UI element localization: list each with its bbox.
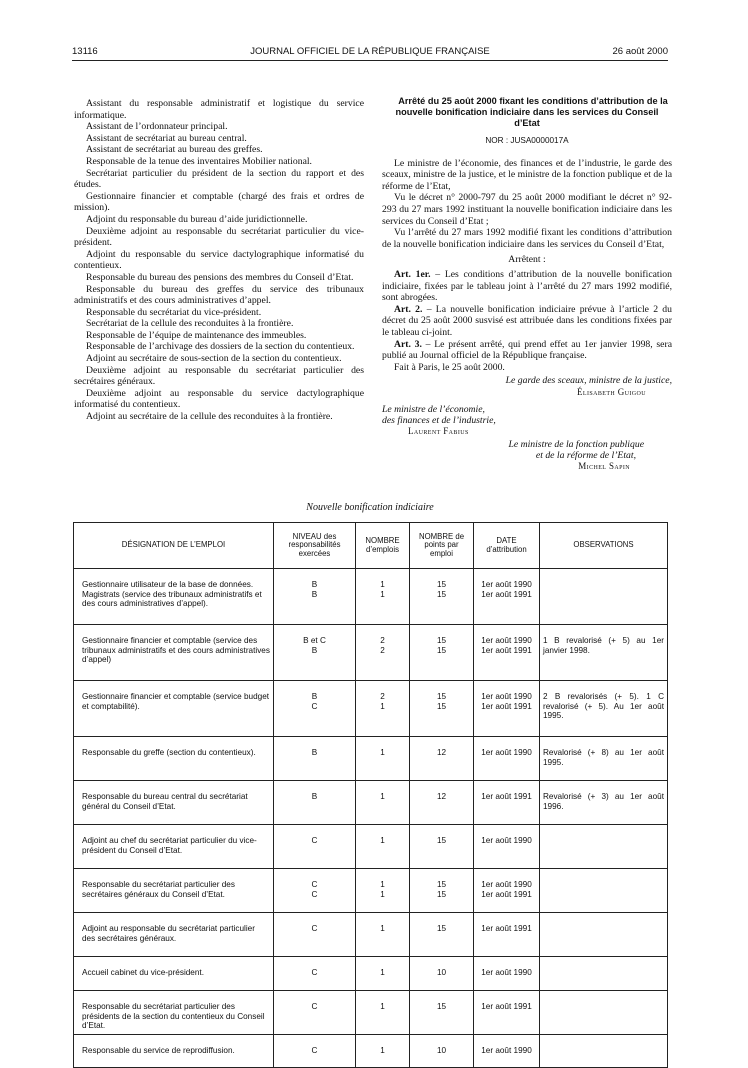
niveau-value: B xyxy=(311,692,318,701)
emploi-list-item: Secrétariat particulier du président de la section du rapport et des études. xyxy=(74,167,364,191)
issue-date: 26 août 2000 xyxy=(612,46,668,57)
nombre-points-cell xyxy=(410,957,474,991)
nombre-points-cell xyxy=(410,991,474,1035)
nombre-emplois-cell xyxy=(356,991,410,1035)
date-cell xyxy=(474,781,540,825)
date-cell xyxy=(474,1035,540,1068)
nombre-emplois-value: 1 xyxy=(380,580,385,589)
nombre-points-value: 15 xyxy=(436,589,447,599)
article-label: Art. 3. xyxy=(394,338,422,350)
observations-cell xyxy=(540,957,668,991)
observations-cell: Revalorisé (+ 3) au 1er août 1996. xyxy=(540,781,668,825)
journal-title: JOURNAL OFFICIEL DE LA RÉPUBLIQUE FRANÇAISE xyxy=(250,46,490,57)
niveau-cell xyxy=(274,913,356,957)
header-nombre-points: NOMBRE de points par emploi xyxy=(410,523,474,569)
date-cell xyxy=(474,913,540,957)
emploi-list-item: Responsable de la tenue des inventaires Mobilier national. xyxy=(86,155,312,167)
observations-cell xyxy=(540,913,668,957)
designation-text: Responsable du bureau central du secrétariat général du Conseil d’Etat. xyxy=(82,792,248,811)
nombre-points-value: 10 xyxy=(436,1046,447,1055)
table-row xyxy=(74,625,668,681)
signature-economie xyxy=(382,404,672,437)
niveau-value: B xyxy=(311,748,318,757)
date-value: 1er août 1990 xyxy=(481,880,532,889)
table-row xyxy=(74,1035,668,1068)
niveau-cell xyxy=(274,569,356,625)
date-value: 1er août 1990 xyxy=(481,1046,532,1055)
fait-a-paris: Fait à Paris, le 25 août 2000. xyxy=(394,361,505,373)
designation-text: Responsable du secrétariat particulier des présidents de la section du contentieux du Conseil d’Etat. xyxy=(82,1002,265,1031)
page-number: 13116 xyxy=(72,46,98,57)
designation-cell xyxy=(74,869,274,913)
nombre-emplois-value: 1 xyxy=(380,836,385,845)
nombre-emplois-cell xyxy=(356,781,410,825)
emploi-list-item: Responsable du secrétariat du vice-président. xyxy=(86,306,262,318)
article-2 xyxy=(382,304,672,339)
arretent-heading: Arrêtent : xyxy=(508,254,546,266)
arrete-title: Arrêté du 25 août 2000 fixant les conditions d’attribution de la nouvelle bonification indiciaire dans les services du Conseil d’Etat xyxy=(395,96,668,128)
designation-cell xyxy=(74,825,274,869)
niveau-value: B xyxy=(311,645,318,655)
nombre-points-cell xyxy=(410,1035,474,1068)
designation-cell xyxy=(74,991,274,1035)
article-text: – La nouvelle bonification indiciaire prévue à l’article 2 du décret du 25 août 2000 susvisé est attribuée dans les conditions fixées par le tableau ci-joint. xyxy=(382,303,672,338)
table-row xyxy=(74,569,668,625)
article-text: – Les conditions d’attribution de la nouvelle bonification indiciaire, fixées par le tableau joint à l’arrêté du 27 mars 1992 modifié, sont abrogées. xyxy=(382,268,672,304)
observations-cell xyxy=(540,869,668,913)
niveau-cell xyxy=(274,869,356,913)
table-row xyxy=(74,991,668,1035)
designation-cell xyxy=(74,625,274,681)
nombre-emplois-value: 1 xyxy=(380,1002,385,1011)
designation-text: Accueil cabinet du vice-président. xyxy=(82,968,204,977)
nombre-emplois-value: 1 xyxy=(380,889,385,899)
emploi-list-item: Responsable de l’archivage des dossiers de la section du contentieux. xyxy=(86,341,355,353)
nombre-points-cell xyxy=(410,737,474,781)
niveau-value: C xyxy=(311,924,318,933)
nombre-points-value: 15 xyxy=(436,692,447,701)
article-label: Art. 1er. xyxy=(394,268,431,280)
arrete-column xyxy=(382,96,672,472)
table-caption: Nouvelle bonification indiciaire xyxy=(306,502,434,513)
nombre-emplois-value: 1 xyxy=(380,924,385,933)
observations-cell xyxy=(540,569,668,625)
nombre-points-cell xyxy=(410,625,474,681)
signature-title-1: Le ministre de l’économie, xyxy=(382,404,485,416)
date-value: 1er août 1990 xyxy=(481,748,532,757)
observations-cell xyxy=(540,991,668,1035)
date-cell xyxy=(474,869,540,913)
preamble-3: Vu l’arrêté du 27 mars 1992 modifié fixant les conditions d’attribution de la nouvelle bonification indiciaire dans les services du Conseil d’Etat, xyxy=(382,227,672,250)
emploi-list-item: Responsable du bureau des pensions des membres du Conseil d’Etat. xyxy=(86,271,354,283)
nombre-points-value: 15 xyxy=(436,1002,447,1011)
table-row xyxy=(74,913,668,957)
header-designation: DÉSIGNATION DE L’EMPLOI xyxy=(74,523,274,569)
nombre-emplois-cell xyxy=(356,869,410,913)
nombre-emplois-cell xyxy=(356,913,410,957)
signature-name: Michel Sapin xyxy=(578,461,630,472)
signature-justice xyxy=(382,375,672,398)
table-row xyxy=(74,681,668,737)
nombre-points-value: 12 xyxy=(436,748,447,757)
date-value: 1er août 1991 xyxy=(481,792,532,801)
nombre-points-cell xyxy=(410,681,474,737)
table-row xyxy=(74,957,668,991)
nombre-points-cell xyxy=(410,825,474,869)
designation-text: Gestionnaire financier et comptable (service des tribunaux administratifs et des cours administratives d’appel) xyxy=(82,636,270,665)
niveau-cell xyxy=(274,681,356,737)
table-row xyxy=(74,825,668,869)
article-3 xyxy=(382,339,672,362)
date-cell xyxy=(474,681,540,737)
date-cell xyxy=(474,569,540,625)
emploi-list-item: Responsable de l’équipe de maintenance des immeubles. xyxy=(86,329,307,341)
header-nombre-emplois: NOMBRE d’emplois xyxy=(356,523,410,569)
date-value: 1er août 1990 xyxy=(481,636,532,645)
nombre-emplois-cell xyxy=(356,737,410,781)
date-value: 1er août 1990 xyxy=(481,692,532,701)
nombre-emplois-value: 1 xyxy=(380,748,385,757)
niveau-cell xyxy=(274,781,356,825)
designation-cell xyxy=(74,681,274,737)
emploi-list-item: Gestionnaire financier et comptable (chargé des frais et ordres de mission). xyxy=(74,190,364,214)
nor-reference: NOR : JUSA0000017A xyxy=(485,136,569,145)
nombre-emplois-value: 2 xyxy=(380,636,385,645)
designation-text: Gestionnaire utilisateur de la base de données. xyxy=(82,580,254,589)
observations-cell: Revalorisé (+ 8) au 1er août 1995. xyxy=(540,737,668,781)
emploi-list-item: Deuxième adjoint au responsable du service dactylographique informatisé du contentieux. xyxy=(74,387,364,411)
header-date: DATE d’attribution xyxy=(474,523,540,569)
nombre-emplois-value: 1 xyxy=(380,880,385,889)
date-cell xyxy=(474,737,540,781)
designation-text: Magistrats (service des tribunaux administratifs et des cours administratives d’appel). xyxy=(82,589,262,609)
niveau-value: C xyxy=(311,880,318,889)
date-cell xyxy=(474,825,540,869)
date-value: 1er août 1991 xyxy=(481,701,532,711)
designation-cell xyxy=(74,957,274,991)
table-row xyxy=(74,781,668,825)
niveau-value: B xyxy=(311,580,318,589)
niveau-cell xyxy=(274,737,356,781)
nombre-points-value: 15 xyxy=(436,924,447,933)
nombre-points-value: 15 xyxy=(436,636,447,645)
article-1 xyxy=(382,269,672,304)
date-value: 1er août 1990 xyxy=(481,836,532,845)
designation-cell xyxy=(74,913,274,957)
nombre-points-cell xyxy=(410,781,474,825)
niveau-value: C xyxy=(311,968,318,977)
date-value: 1er août 1991 xyxy=(481,589,532,599)
article-text: – Le présent arrêté, qui prend effet au 1er janvier 1998, sera publié au Journal officiel de la République française. xyxy=(382,338,672,362)
niveau-cell xyxy=(274,957,356,991)
nombre-points-cell xyxy=(410,869,474,913)
nombre-points-value: 15 xyxy=(436,836,447,845)
date-value: 1er août 1991 xyxy=(481,645,532,655)
emploi-list-item: Deuxième adjoint au responsable du secrétariat particulier du vice-président. xyxy=(74,225,364,249)
designation-text: Gestionnaire financier et comptable (service budget et comptabilité). xyxy=(82,692,270,711)
signature-fonction-publique xyxy=(382,439,672,472)
date-value: 1er août 1990 xyxy=(481,580,532,589)
nombre-emplois-value: 2 xyxy=(380,692,385,701)
observations-cell: 1 B revalorisé (+ 5) au 1er janvier 1998. xyxy=(540,625,668,681)
emploi-list-item: Assistant du responsable administratif et logistique du service informatique. xyxy=(74,98,364,121)
observations-cell xyxy=(540,825,668,869)
niveau-value: B xyxy=(311,792,318,801)
observations-cell: 2 B revalorisés (+ 5). 1 C revalorisé (+ 5). Au 1er août 1995. xyxy=(540,681,668,737)
niveau-cell xyxy=(274,625,356,681)
emploi-list-item: Adjoint au secrétaire de sous-section de la section du contentieux. xyxy=(86,353,342,365)
nombre-points-value: 15 xyxy=(436,880,447,889)
article-label: Art. 2. xyxy=(394,303,423,315)
table-row xyxy=(74,737,668,781)
date-value: 1er août 1991 xyxy=(481,1002,532,1011)
designation-text: Responsable du greffe (section du contentieux). xyxy=(82,748,256,757)
date-value: 1er août 1991 xyxy=(481,889,532,899)
signature-title-1: Le ministre de la fonction publique xyxy=(508,439,644,451)
table-header-row xyxy=(74,523,668,569)
date-value: 1er août 1990 xyxy=(481,968,532,977)
left-column xyxy=(74,98,364,423)
niveau-value: C xyxy=(311,1046,318,1055)
header-rule xyxy=(72,60,668,61)
nombre-points-value: 15 xyxy=(436,701,447,711)
designation-text: Adjoint au responsable du secrétariat particulier des secrétaires généraux. xyxy=(82,924,255,943)
date-value: 1er août 1991 xyxy=(481,924,532,933)
nombre-emplois-cell xyxy=(356,569,410,625)
emploi-list-item: Responsable du bureau des greffes du service des tribunaux administratifs et des cours administratives d’appel. xyxy=(74,283,364,307)
date-cell xyxy=(474,991,540,1035)
table-row xyxy=(74,869,668,913)
preamble-1: Le ministre de l’économie, des finances et de l’industrie, le garde des sceaux, ministre de la justice, et le ministre de la fonction publique et de la réforme de l’Etat, xyxy=(382,157,672,192)
nombre-emplois-value: 2 xyxy=(380,645,385,655)
emploi-list-item: Assistant de secrétariat au bureau des greffes. xyxy=(86,144,263,156)
emploi-list-item: Adjoint du responsable du bureau d’aide juridictionnelle. xyxy=(86,213,308,225)
nombre-emplois-cell xyxy=(356,1035,410,1068)
niveau-value: C xyxy=(311,1002,318,1011)
signature-title-2: et de la réforme de l’Etat, xyxy=(535,450,636,462)
date-cell xyxy=(474,625,540,681)
signature-title-2: des finances et de l’industrie, xyxy=(382,415,496,427)
emploi-list-item: Adjoint au secrétaire de la cellule des reconduites à la frontière. xyxy=(86,411,333,423)
designation-text: Adjoint au chef du secrétariat particulier du vice-président du Conseil d’Etat. xyxy=(82,836,257,855)
niveau-value: C xyxy=(311,701,318,711)
niveau-cell xyxy=(274,991,356,1035)
nombre-points-value: 12 xyxy=(436,792,447,801)
header-niveau: NIVEAU des responsabilités exercées xyxy=(274,523,356,569)
designation-cell xyxy=(74,737,274,781)
nombre-emplois-cell xyxy=(356,957,410,991)
page-header xyxy=(72,46,668,60)
nombre-emplois-cell xyxy=(356,825,410,869)
niveau-value: C xyxy=(311,836,318,845)
nbi-table xyxy=(73,522,668,1068)
observations-cell xyxy=(540,1035,668,1068)
designation-cell xyxy=(74,569,274,625)
preamble-2: Vu le décret n° 2000-797 du 25 août 2000 modifiant le décret n° 92-293 du 27 mars 1992 instituant la nouvelle bonification indiciaire dans les services du Conseil d’Etat ; xyxy=(382,192,672,227)
nombre-emplois-value: 1 xyxy=(380,589,385,599)
nombre-emplois-value: 1 xyxy=(380,968,385,977)
niveau-cell xyxy=(274,1035,356,1068)
emploi-list-item: Deuxième adjoint au responsable du secrétariat particulier des secrétaires généraux. xyxy=(74,364,364,388)
nombre-points-value: 15 xyxy=(436,580,447,589)
designation-cell xyxy=(74,781,274,825)
niveau-value: B xyxy=(311,589,318,599)
emploi-list-item: Adjoint du responsable du service dactylographique informatisé du contentieux. xyxy=(74,248,364,272)
emploi-list-item: Assistant de l’ordonnateur principal. xyxy=(86,121,228,133)
niveau-cell xyxy=(274,825,356,869)
signature-name: Laurent Fabius xyxy=(408,426,469,437)
emploi-list-item: Assistant de secrétariat au bureau central. xyxy=(86,132,247,144)
nombre-points-value: 15 xyxy=(436,645,447,655)
nombre-emplois-value: 1 xyxy=(380,1046,385,1055)
nombre-points-cell xyxy=(410,913,474,957)
niveau-value: C xyxy=(311,889,318,899)
signature-title: Le garde des sceaux, ministre de la justice, xyxy=(505,375,672,387)
date-cell xyxy=(474,957,540,991)
signature-name: Élisabeth Guigou xyxy=(577,386,646,397)
designation-cell xyxy=(74,1035,274,1068)
nombre-emplois-value: 1 xyxy=(380,701,385,711)
designation-text: Responsable du secrétariat particulier des secrétaires généraux du Conseil d’Etat. xyxy=(82,880,235,899)
nombre-emplois-cell xyxy=(356,681,410,737)
nombre-emplois-cell xyxy=(356,625,410,681)
emploi-list-item: Secrétariat de la cellule des reconduites à la frontière. xyxy=(86,318,294,330)
nombre-emplois-value: 1 xyxy=(380,792,385,801)
nombre-points-value: 15 xyxy=(436,889,447,899)
niveau-value: B et C xyxy=(303,636,326,645)
designation-text: Responsable du service de reprodiffusion. xyxy=(82,1046,235,1055)
nombre-points-cell xyxy=(410,569,474,625)
header-observations: OBSERVATIONS xyxy=(540,523,668,569)
nombre-points-value: 10 xyxy=(436,968,447,977)
